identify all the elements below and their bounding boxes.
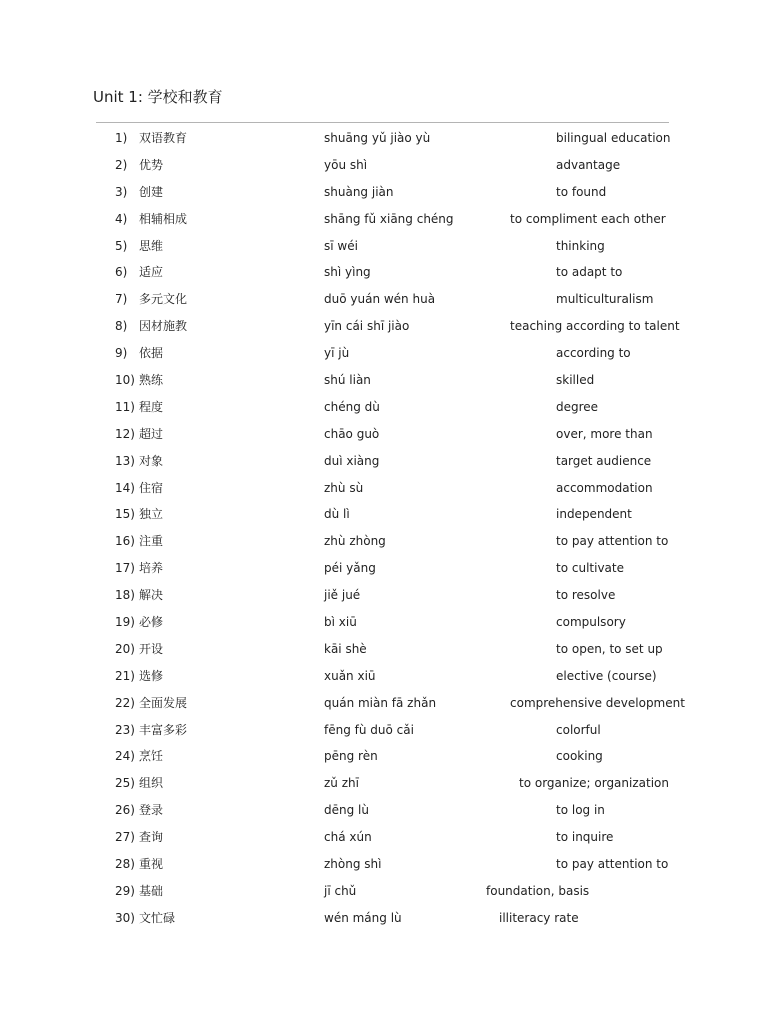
vocab-chinese: 熟练 [139, 373, 164, 388]
vocab-chinese: 培养 [139, 561, 164, 576]
vocab-number: 5) [115, 238, 128, 253]
vocab-number: 23) [115, 722, 135, 737]
vocab-english: teaching according to talent [510, 319, 680, 334]
vocab-english: target audience [556, 453, 652, 468]
vocab-row [0, 259, 768, 286]
vocab-english: degree [556, 399, 599, 414]
vocab-english: to pay attention to [556, 857, 669, 872]
vocab-row [0, 286, 768, 313]
vocab-number: 16) [115, 534, 135, 549]
vocab-row [0, 233, 768, 260]
vocab-number: 29) [115, 883, 135, 898]
vocab-chinese: 必修 [139, 615, 164, 630]
vocab-english: advantage [556, 157, 621, 172]
vocab-row [0, 206, 768, 233]
vocab-row [0, 448, 768, 475]
vocab-pinyin: shuàng jiàn [324, 184, 394, 199]
vocab-chinese: 优势 [139, 157, 164, 172]
vocab-number: 24) [115, 749, 135, 764]
vocab-row [0, 905, 768, 932]
vocab-chinese: 烹饪 [139, 749, 164, 764]
vocab-number: 28) [115, 857, 135, 872]
vocab-chinese: 组织 [139, 776, 164, 791]
vocab-number: 10) [115, 373, 135, 388]
vocab-row [0, 743, 768, 770]
vocab-number: 30) [115, 910, 135, 925]
vocab-english: compulsory [556, 615, 626, 630]
vocab-number: 18) [115, 588, 135, 603]
vocab-english: multiculturalism [556, 292, 654, 307]
vocab-pinyin: chāo guò [324, 426, 380, 441]
vocab-chinese: 住宿 [139, 480, 164, 495]
vocab-english: thinking [556, 238, 605, 253]
vocab-row [0, 501, 768, 528]
vocab-chinese: 查询 [139, 830, 164, 845]
vocab-chinese: 创建 [139, 184, 164, 199]
vocab-pinyin: jī chǔ [324, 883, 357, 898]
vocab-english: colorful [556, 722, 601, 737]
vocab-english: cooking [556, 749, 603, 764]
vocab-number: 7) [115, 292, 128, 307]
vocab-row [0, 770, 768, 797]
vocab-chinese: 开设 [139, 641, 164, 656]
vocab-row [0, 582, 768, 609]
vocab-number: 17) [115, 561, 135, 576]
vocab-number: 9) [115, 346, 128, 361]
vocab-english: illiteracy rate [499, 910, 579, 925]
vocab-pinyin: zhù zhòng [324, 534, 386, 549]
vocab-number: 4) [115, 211, 128, 226]
vocab-row [0, 421, 768, 448]
vocab-chinese: 丰富多彩 [139, 722, 188, 737]
vocab-chinese: 相辅相成 [139, 211, 188, 226]
vocab-chinese: 程度 [139, 399, 164, 414]
vocab-pinyin: duō yuán wén huà [324, 292, 436, 307]
vocab-number: 1) [115, 131, 128, 145]
vocab-chinese: 思维 [139, 238, 164, 253]
vocab-row [0, 636, 768, 663]
vocab-row [0, 663, 768, 690]
vocab-chinese: 适应 [139, 265, 164, 280]
vocab-row [0, 690, 768, 717]
vocab-number: 2) [115, 157, 128, 172]
vocab-pinyin: kāi shè [324, 641, 367, 656]
vocab-pinyin: dù lì [324, 507, 350, 522]
title-divider [96, 122, 669, 123]
vocab-english: comprehensive development [510, 695, 685, 710]
vocab-chinese: 双语教育 [139, 131, 188, 145]
vocab-row [0, 152, 768, 179]
page-title: Unit 1: 学校和教育 [93, 88, 223, 106]
vocab-pinyin: zhù sù [324, 480, 364, 495]
vocab-chinese: 登录 [139, 803, 164, 818]
vocab-chinese: 多元文化 [139, 292, 188, 307]
vocab-english: independent [556, 507, 632, 522]
vocab-english: bilingual education [556, 131, 671, 145]
vocab-number: 3) [115, 184, 128, 199]
vocab-number: 14) [115, 480, 135, 495]
vocab-chinese: 解决 [139, 588, 164, 603]
vocab-pinyin: sī wéi [324, 238, 358, 253]
vocab-row [0, 367, 768, 394]
vocab-pinyin: yī jù [324, 346, 350, 361]
vocab-chinese: 选修 [139, 668, 164, 683]
vocab-english: to pay attention to [556, 534, 669, 549]
vocab-pinyin: shāng fǔ xiāng chéng [324, 211, 454, 226]
vocab-number: 13) [115, 453, 135, 468]
vocab-english: to cultivate [556, 561, 624, 576]
vocab-row [0, 609, 768, 636]
vocab-pinyin: shú liàn [324, 373, 371, 388]
vocabulary-list [0, 125, 768, 932]
vocab-english: to adapt to [556, 265, 623, 280]
vocab-number: 8) [115, 319, 128, 334]
vocab-number: 27) [115, 830, 135, 845]
vocab-row [0, 125, 768, 152]
vocab-chinese: 独立 [139, 507, 164, 522]
vocab-english: according to [556, 346, 631, 361]
vocab-pinyin: shuāng yǔ jiào yù [324, 131, 431, 145]
vocab-number: 26) [115, 803, 135, 818]
vocab-row [0, 555, 768, 582]
vocab-pinyin: pēng rèn [324, 749, 378, 764]
vocab-number: 11) [115, 399, 135, 414]
vocab-pinyin: xuǎn xiū [324, 668, 376, 683]
vocab-chinese: 因材施教 [139, 319, 188, 334]
vocab-pinyin: yōu shì [324, 157, 368, 172]
vocab-row [0, 528, 768, 555]
vocab-english: to inquire [556, 830, 614, 845]
vocab-row [0, 313, 768, 340]
vocab-english: accommodation [556, 480, 653, 495]
vocab-chinese: 超过 [139, 426, 164, 441]
vocab-chinese: 文忙碌 [139, 910, 176, 925]
vocab-english: to resolve [556, 588, 616, 603]
vocab-pinyin: wén máng lù [324, 910, 402, 925]
vocab-english: to found [556, 184, 607, 199]
vocab-pinyin: fēng fù duō cǎi [324, 722, 414, 737]
vocab-english: over, more than [556, 426, 653, 441]
vocab-pinyin: yīn cái shī jiào [324, 319, 410, 334]
vocab-pinyin: duì xiàng [324, 453, 380, 468]
vocab-pinyin: jiě jué [324, 588, 361, 603]
vocab-pinyin: shì yìng [324, 265, 371, 280]
vocab-pinyin: zhòng shì [324, 857, 382, 872]
vocab-row [0, 717, 768, 744]
vocab-chinese: 基础 [139, 883, 164, 898]
vocab-row [0, 851, 768, 878]
vocab-number: 22) [115, 695, 135, 710]
vocab-english: elective (course) [556, 668, 657, 683]
vocab-number: 6) [115, 265, 128, 280]
vocab-chinese: 依据 [139, 346, 164, 361]
vocab-pinyin: chá xún [324, 830, 372, 845]
vocab-number: 12) [115, 426, 135, 441]
vocab-english: foundation, basis [486, 883, 590, 898]
vocab-chinese: 对象 [139, 453, 164, 468]
vocab-row [0, 340, 768, 367]
vocab-pinyin: dēng lù [324, 803, 369, 818]
vocab-chinese: 重视 [139, 857, 164, 872]
vocab-english: to log in [556, 803, 605, 818]
vocab-english: skilled [556, 373, 595, 388]
vocab-row [0, 179, 768, 206]
vocab-number: 21) [115, 668, 135, 683]
vocab-pinyin: bì xiū [324, 615, 357, 630]
vocab-row [0, 475, 768, 502]
vocab-number: 25) [115, 776, 135, 791]
vocab-number: 20) [115, 641, 135, 656]
vocab-chinese: 全面发展 [139, 695, 188, 710]
vocab-row [0, 824, 768, 851]
vocab-pinyin: chéng dù [324, 399, 380, 414]
vocab-chinese: 注重 [139, 534, 164, 549]
vocab-row [0, 394, 768, 421]
vocab-row [0, 878, 768, 905]
vocab-number: 15) [115, 507, 135, 522]
vocab-pinyin: quán miàn fā zhǎn [324, 695, 437, 710]
vocab-pinyin: péi yǎng [324, 561, 376, 576]
vocab-pinyin: zǔ zhī [324, 776, 359, 791]
vocab-english: to organize; organization [519, 776, 669, 791]
vocab-english: to compliment each other [510, 211, 666, 226]
vocab-number: 19) [115, 615, 135, 630]
vocab-english: to open, to set up [556, 641, 663, 656]
vocab-row [0, 797, 768, 824]
